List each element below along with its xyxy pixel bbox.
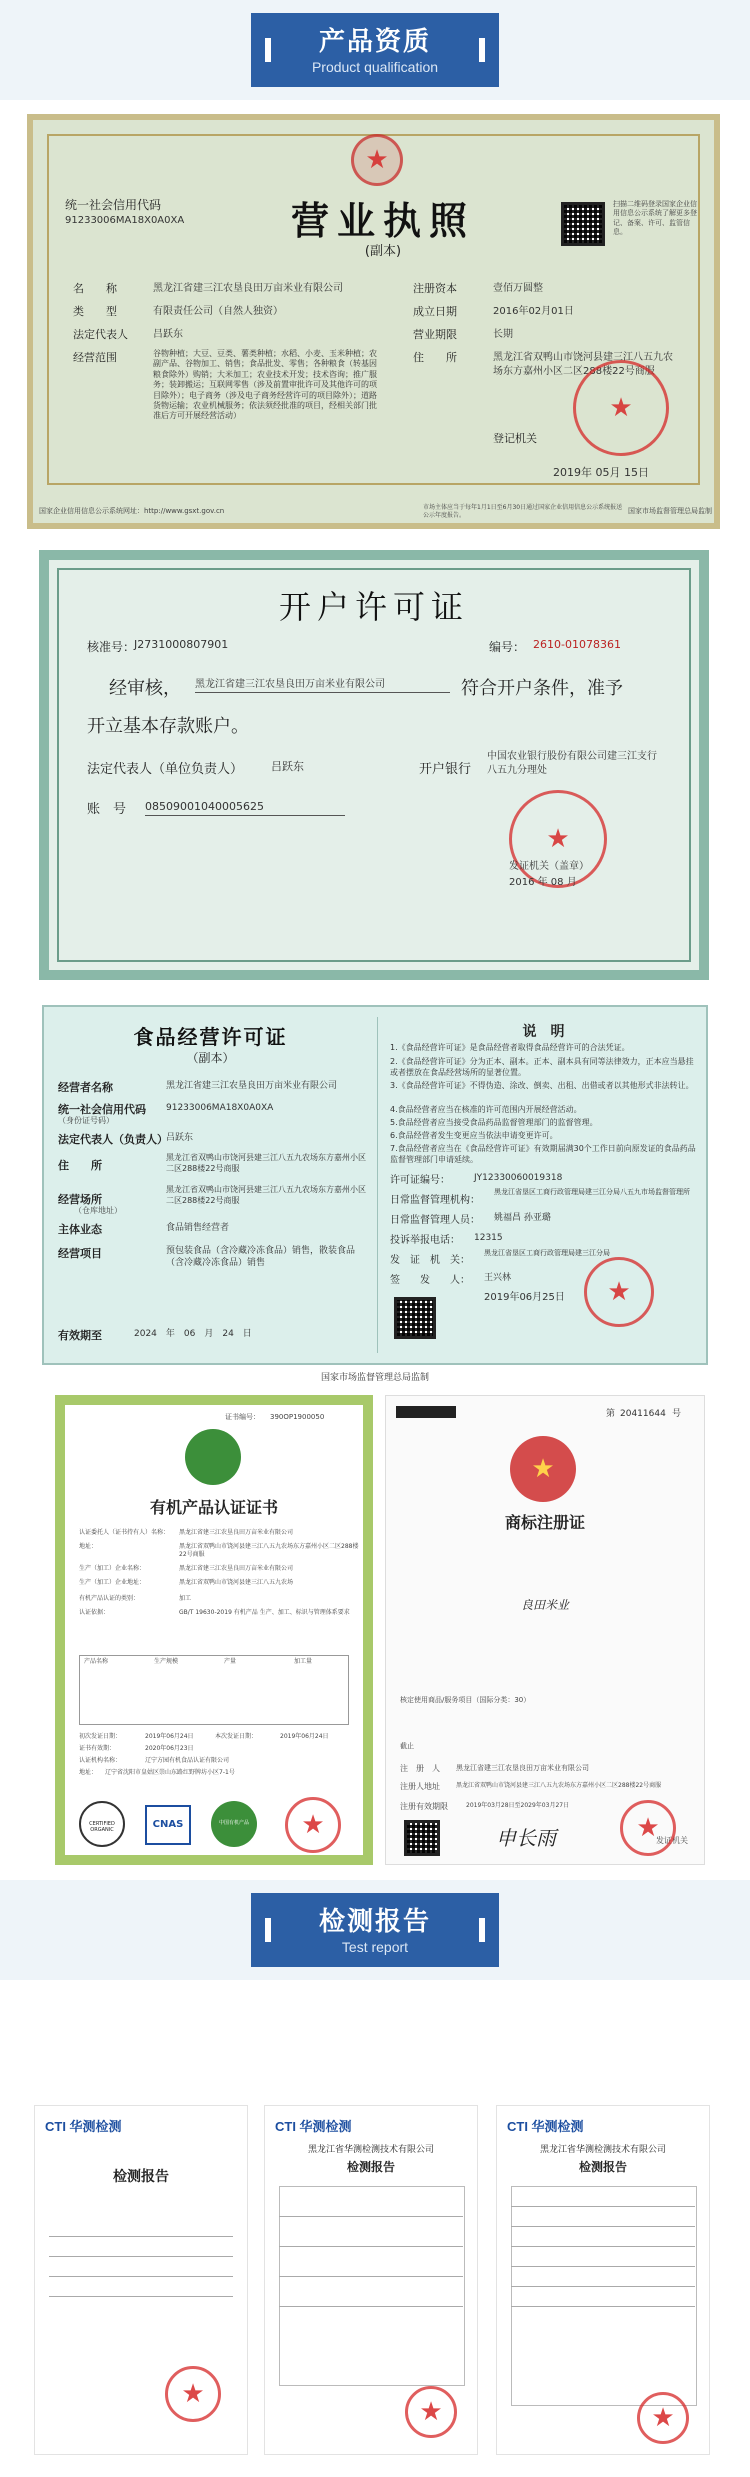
qr-code-icon [561, 202, 605, 246]
tm-address: 黑龙江省双鸭山市饶河县建三江八五九农场东方嘉州小区二区288楼22号商服 [456, 1782, 662, 1789]
org-seal-icon: ★ [285, 1797, 341, 1853]
food-officer: 姚福昌 孙亚璐 [494, 1213, 551, 1223]
section-subtitle: Product qualification [311, 59, 439, 75]
food-value-3: 黑龙江省双鸭山市饶河县建三江八五九农场东方嘉州小区二区288楼22号商服 [166, 1153, 366, 1173]
org-expire-label: 证书有效期： [79, 1745, 116, 1752]
food-label-3: 住 所 [58, 1159, 102, 1172]
permit-bank-value: 中国农业银行股份有限公司建三江支行八五九分理处 [487, 751, 657, 776]
report-line [49, 2296, 233, 2297]
food-label-4: 经营场所 [58, 1193, 102, 1206]
report-brand-3: CTI 华测检测 [507, 2119, 584, 2134]
org-value-2: 黑龙江省建三江农垦良田万亩米业有限公司 [179, 1565, 294, 1572]
report-line [511, 2266, 695, 2267]
section-title-box-test [251, 1893, 499, 1967]
food-copy: （副本） [186, 1051, 235, 1065]
food-label-1: 统一社会信用代码 [58, 1103, 146, 1116]
serial-label: 编号： [489, 640, 526, 654]
tm-emblem-icon: ★ [510, 1436, 576, 1502]
org-first-label: 初次发证日期： [79, 1733, 122, 1740]
food-label-5: 主体业态 [58, 1223, 102, 1236]
tm-valid-label: 注册有效期限 [400, 1802, 448, 1811]
section-header-test [0, 1880, 750, 1980]
organic-cert-image [55, 1395, 373, 1865]
org-table [79, 1655, 349, 1725]
permit-body-line2: 开立基本存款账户。 [87, 716, 249, 737]
biz-value-name: 黑龙江省建三江农垦良田万亩米业有限公司 [153, 283, 343, 294]
org-address: 辽宁省沈阳市皇姑区崇山东路红野牌坊小区7-1号 [105, 1769, 235, 1776]
org-label-0: 认证委托人（证书持有人）名称： [79, 1529, 170, 1536]
food-note-2: 3.《食品经营许可证》不得伪造、涂改、倒卖、出租、出借或者以其他形式非法转让。 [390, 1081, 694, 1090]
org-agency: 辽宁方园有机食品认证有限公司 [145, 1757, 230, 1764]
report-brand-2: CTI 华测检测 [275, 2119, 352, 2134]
org-expire: 2020年06月23日 [145, 1745, 194, 1752]
food-note-4: 5.食品经营者应当接受食品药品监督管理部门的监督管理。 [390, 1118, 598, 1127]
food-issuer-label: 发 证 机 关： [390, 1255, 470, 1266]
food-sub-1: （身份证号码） [58, 1116, 114, 1125]
org-label-3: 生产（加工）企业地址： [79, 1579, 146, 1586]
biz-label-name: 名 称 [73, 282, 117, 295]
food-note-3: 4.食品经营者应当在核准的许可范围内开展经营活动。 [390, 1105, 582, 1114]
report-sub-2: 黑龙江省华测检测技术有限公司 [307, 2145, 434, 2155]
section-title: 产品资质 [318, 27, 431, 57]
biz-value-address: 黑龙江省双鸭山市饶河县建三江八五九农场东方嘉州小区二区288楼22号商服 [493, 352, 673, 377]
org-no: 390OP1900050 [270, 1413, 325, 1421]
biz-label-address: 住 所 [413, 351, 457, 364]
organic-logo-icon [185, 1429, 241, 1485]
food-value-5: 食品销售经营者 [166, 1223, 230, 1233]
permit-issuer: 发证机关（盖章） [509, 861, 589, 872]
food-no-label: 许可证编号： [390, 1175, 450, 1186]
tm-goods-label: 核定使用商品/服务项目（国际分类：30） [400, 1696, 531, 1704]
biz-value-term: 长期 [493, 329, 513, 340]
biz-value-type: 有限责任公司（自然人独资） [153, 306, 283, 317]
food-qr-icon [394, 1297, 436, 1339]
tm-goods-note: 截止 [400, 1742, 414, 1750]
food-label-0: 经营者名称 [58, 1081, 113, 1094]
biz-label-type: 类 型 [73, 305, 117, 318]
food-label-6: 经营项目 [58, 1247, 102, 1260]
report-line [511, 2226, 695, 2227]
report-line [279, 2216, 463, 2217]
report-line [511, 2306, 695, 2307]
report-table [511, 2186, 697, 2406]
food-valid-label: 有效期至 [58, 1329, 102, 1342]
food-signer: 王兴林 [484, 1273, 512, 1283]
tm-reg-suffix: 号 [672, 1409, 682, 1419]
bank-seal-icon: ★ [509, 790, 607, 888]
org-title: 有机产品认证证书 [149, 1498, 278, 1517]
report-line [511, 2206, 695, 2207]
report-line [49, 2256, 233, 2257]
org-th-0: 产品名称 [84, 1658, 109, 1665]
food-officer-label: 日常监督管理人员： [390, 1215, 480, 1226]
credit-label: 统一社会信用代码 [65, 198, 162, 212]
food-value-6: 预包装食品（含冷藏冷冻食品）销售，散装食品（含冷藏冷冻食品）销售 [166, 1246, 356, 1269]
report-line [279, 2246, 463, 2247]
food-signer-label: 签 发 人： [390, 1275, 470, 1286]
food-value-0: 黑龙江省建三江农垦良田万亩米业有限公司 [166, 1081, 338, 1091]
food-no: JY12330060019318 [474, 1173, 563, 1183]
org-value-1: 黑龙江省双鸭山市饶河县建三江八五九农场东方嘉州小区二区288楼22号商服 [179, 1543, 359, 1559]
food-value-1: 91233006MA18X0A0XA [166, 1103, 274, 1113]
org-issue-label: 本次发证日期： [215, 1733, 258, 1740]
biz-label-capital: 注册资本 [413, 282, 457, 295]
account-permit-image [39, 550, 709, 980]
food-note-0: 1.《食品经营许可证》是食品经营者取得食品经营许可的合法凭证。 [390, 1043, 630, 1052]
food-seal-icon: ★ [584, 1257, 654, 1327]
permit-company: 黑龙江省建三江农垦良田万亩米业有限公司 [195, 678, 450, 693]
org-th-1: 生产规模 [154, 1658, 179, 1665]
biz-footer-left: 国家企业信用信息公示系统网址：http://www.gsxt.gov.cn [39, 507, 225, 515]
biz-label-founded: 成立日期 [413, 305, 457, 318]
report-line [49, 2276, 233, 2277]
section-title-box [251, 13, 499, 87]
official-seal-icon: ★ [573, 360, 669, 456]
permit-rep-value: 吕跃东 [271, 760, 304, 773]
serial-no: 2610-01078361 [533, 638, 621, 651]
tm-valid: 2019年03月28日至2029年03月27日 [466, 1802, 570, 1809]
national-emblem-icon: ★ [351, 134, 403, 186]
tm-reg-no: 20411644 [620, 1409, 666, 1419]
tm-header-bar [396, 1406, 456, 1418]
food-title: 食品经营许可证 [133, 1025, 288, 1049]
license-title: 营业执照 [290, 198, 475, 243]
food-label-2: 法定代表人（负责人） [58, 1133, 168, 1146]
qr-note: 扫描二维码登录国家企业信用信息公示系统了解更多登记、备案、许可、监管信息。 [613, 200, 697, 237]
org-issue: 2019年06月24日 [280, 1733, 329, 1740]
org-value-5: GB/T 19630-2019 有机产品 生产、加工、标识与管理体系要求 [179, 1609, 350, 1616]
permit-title: 开户许可证 [278, 588, 469, 626]
permit-body-pre: 经审核， [109, 678, 181, 699]
food-divider [377, 1017, 378, 1353]
biz-authority: 登记机关 [493, 432, 537, 445]
tm-qr-icon [404, 1820, 440, 1856]
china-organic-logo-icon: 中国有机产品 [211, 1801, 257, 1847]
report-sub-3: 黑龙江省华测检测技术有限公司 [539, 2145, 666, 2155]
permit-body-post: 符合开户条件，准予 [461, 678, 623, 699]
food-note-6: 7.食品经营者应当在《食品经营许可证》有效期届满30个工作日前向原发证的食品药品监督管理部门申请延续。 [390, 1144, 696, 1164]
food-hotline-label: 投诉举报电话： [390, 1235, 460, 1246]
tm-owner: 黑龙江省建三江农垦良田万亩米业有限公司 [456, 1764, 589, 1772]
org-th-2: 产量 [224, 1658, 237, 1665]
cnas-logo-icon: CNAS [145, 1805, 191, 1845]
biz-label-rep: 法定代表人 [73, 328, 128, 341]
report-card-1 [34, 2105, 248, 2455]
trademark-cert-image [385, 1395, 705, 1865]
credit-code: 91233006MA18X0A0XA [65, 215, 185, 226]
food-notes-title: 说 明 [522, 1024, 565, 1040]
org-value-4: 加工 [179, 1595, 192, 1602]
report-title-2: 检测报告 [346, 2160, 395, 2174]
org-value-0: 黑龙江省建三江农垦良田万亩米业有限公司 [179, 1529, 294, 1536]
report-seal-icon: ★ [637, 2392, 689, 2444]
section-subtitle-test: Test report [341, 1939, 409, 1955]
report-title-1: 检测报告 [113, 2169, 169, 2185]
org-value-3: 黑龙江省双鸭山市饶河县建三江八五九农场 [179, 1579, 294, 1586]
food-value-2: 吕跃东 [166, 1133, 194, 1143]
tm-address-label: 注册人地址 [400, 1782, 440, 1791]
food-agency: 黑龙江省垦区工商行政管理局建三江分局八五九市场监督管理所 [494, 1188, 690, 1196]
org-label-1: 地址： [79, 1543, 98, 1550]
org-th-3: 加工量 [294, 1658, 313, 1665]
tm-reg-label: 第 [606, 1409, 616, 1419]
org-label-2: 生产（加工）企业名称： [79, 1565, 146, 1572]
section-header-product [0, 0, 750, 100]
biz-date: 2019年 05月 15日 [553, 466, 649, 479]
biz-label-scope: 经营范围 [73, 351, 117, 364]
tm-signature: 申长雨 [496, 1826, 556, 1850]
food-note-5: 6.食品经营者发生变更应当依法申请变更许可。 [390, 1131, 558, 1140]
report-card-3 [496, 2105, 710, 2455]
org-agency-label: 认证机构名称： [79, 1757, 122, 1764]
food-agency-label: 日常监督管理机构： [390, 1195, 480, 1206]
biz-footer-mid: 市场主体应当于每年1月1日至6月30日通过国家企业信用信息公示系统报送公示年度报告。 [423, 504, 623, 520]
tm-title: 商标注册证 [504, 1513, 585, 1532]
org-label-5: 认证依据： [79, 1609, 110, 1616]
biz-value-capital: 壹佰万圆整 [493, 283, 543, 294]
tm-issuer: 发证机关 [656, 1836, 688, 1845]
report-line [511, 2286, 695, 2287]
license-copy: (副本) [364, 244, 402, 259]
food-value-4: 黑龙江省双鸭山市饶河县建三江八五九农场东方嘉州小区二区288楼22号商服 [166, 1185, 366, 1205]
biz-value-scope: 谷物种植；大豆、豆类、薯类种植；水稻、小麦、玉米种植；农副产品、谷物加工、销售；食品批发、零售；各种粮食（转基因粮食除外）购销；大米加工；农业技术开发；技术咨询；推广服务；装卸搬运；互联网零售（涉及前置审批许可及其他许可的项目除外）；电子商务（涉及电子商务经营许可的项目除外）；道路货物运输；农业机械服务；依法须经批准的项目，经相关部门批准后方可开展经营活动） [153, 349, 377, 421]
biz-label-term: 营业期限 [413, 328, 457, 341]
report-line [279, 2276, 463, 2277]
org-no-label: 证书编号： [225, 1413, 260, 1421]
tm-seal-icon: ★ [620, 1800, 676, 1856]
report-line [511, 2246, 695, 2247]
food-valid-value: 2024 年 06 月 24 日 [134, 1329, 252, 1339]
food-date: 2019年06月25日 [484, 1292, 565, 1303]
permit-acct-label: 账 号 [87, 802, 127, 817]
food-hotline: 12315 [474, 1233, 503, 1243]
report-seal-icon: ★ [405, 2386, 457, 2438]
verify-no: J2731000807901 [134, 638, 229, 651]
report-card-2 [264, 2105, 478, 2455]
permit-rep-label: 法定代表人（单位负责人） [87, 762, 244, 777]
report-seal-icon: ★ [165, 2366, 221, 2422]
org-label-4: 有机产品认证的类别： [79, 1595, 140, 1602]
food-footer: 国家市场监督管理总局监制 [320, 1373, 429, 1383]
permit-date: 2016 年 08 月 [509, 877, 577, 888]
certified-organic-logo-icon: CERTIFIED ORGANIC [79, 1801, 125, 1847]
tm-owner-label: 注 册 人 [400, 1764, 440, 1773]
report-brand-1: CTI 华测检测 [45, 2119, 122, 2134]
report-line [49, 2236, 233, 2237]
business-license-image [27, 114, 720, 529]
food-sub-4: （仓库地址） [74, 1206, 122, 1215]
org-address-label: 地址： [79, 1769, 98, 1776]
permit-acct-value: 08509001040005625 [145, 800, 345, 816]
food-license-image [42, 1005, 708, 1365]
tm-brand: 良田米业 [520, 1598, 569, 1612]
food-note-1: 2.《食品经营许可证》分为正本、副本。正本、副本具有同等法律效力，正本应当悬挂或者摆放在食品经营场所的显著位置。 [390, 1057, 694, 1077]
report-title-3: 检测报告 [578, 2160, 627, 2174]
permit-bank-label: 开户银行 [419, 762, 472, 777]
section-title-test: 检测报告 [318, 1907, 431, 1937]
biz-value-rep: 吕跃东 [153, 329, 183, 340]
report-line [279, 2306, 463, 2307]
food-issuer: 黑龙江省垦区工商行政管理局建三江分局 [484, 1249, 610, 1257]
biz-value-founded: 2016年02月01日 [493, 306, 574, 317]
org-first: 2019年06月24日 [145, 1733, 194, 1740]
biz-footer-right: 国家市场监督管理总局监制 [628, 507, 712, 515]
verify-label: 核准号： [87, 640, 136, 654]
